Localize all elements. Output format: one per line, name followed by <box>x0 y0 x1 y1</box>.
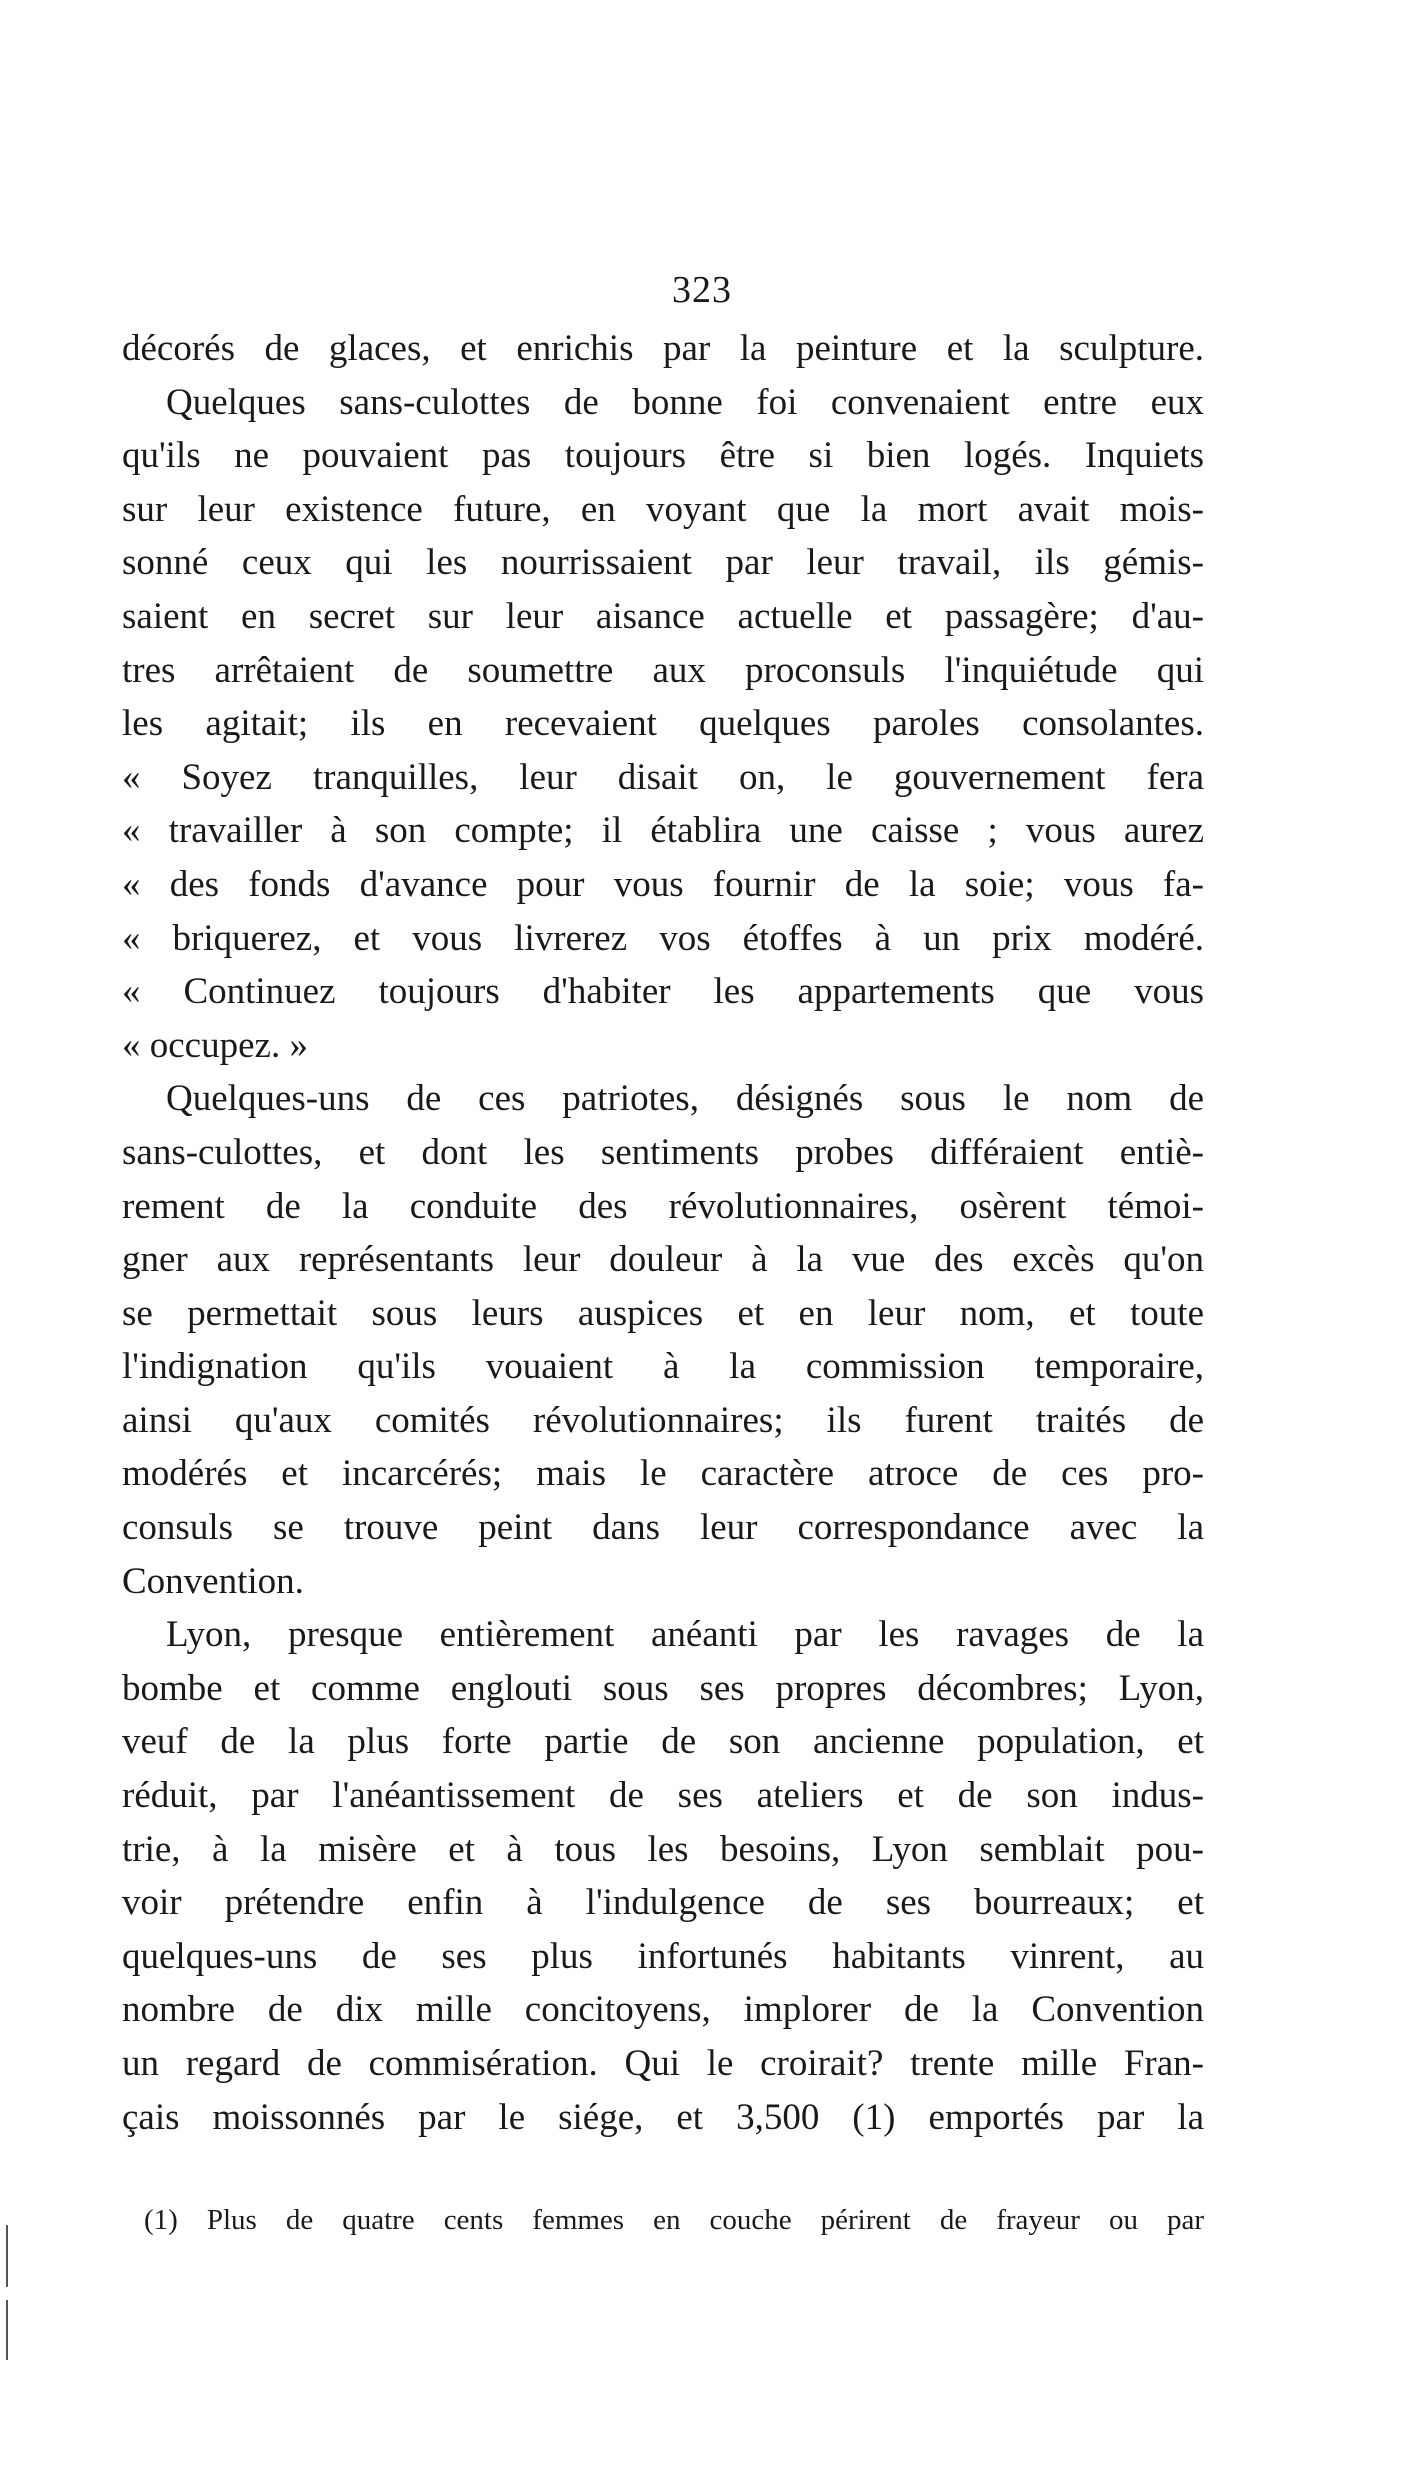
text-line: décorés de glaces, et enrichis par la peinture et la sculpture. <box>122 328 1204 369</box>
text-line: « travailler à son compte; il établira une caisse ; vous aurez <box>122 810 1204 852</box>
text-line: çais moissonnés par le siége, et 3,500 (1) emportés par la <box>122 2096 1204 2138</box>
text-line: réduit, par l'anéantissement de ses ateliers et de son indus- <box>122 1775 1204 1817</box>
text-line: sonné ceux qui les nourrissaient par leur travail, ils gémis- <box>122 542 1204 584</box>
text-line: veuf de la plus forte partie de son ancienne population, et <box>122 1721 1204 1763</box>
text-line: gner aux représentants leur douleur à la vue des excès qu'on <box>122 1239 1204 1281</box>
text-line: quelques-uns de ses plus infortunés habitants vinrent, au <box>122 1935 1204 1977</box>
body-text <box>122 322 1204 2144</box>
text-line: Quelques-uns de ces patriotes, désignés sous le nom de <box>166 1078 1204 1120</box>
text-line: sur leur existence future, en voyant que la mort avait mois- <box>122 488 1204 530</box>
text-line: sans-culottes, et dont les sentiments probes différaient entiè- <box>122 1131 1204 1173</box>
text-line: qu'ils ne pouvaient pas toujours être si bien logés. Inquiets <box>122 435 1204 477</box>
text-line: « des fonds d'avance pour vous fournir de la soie; vous fa- <box>122 863 1204 905</box>
text-line: un regard de commisération. Qui le croirait? trente mille Fran- <box>122 2043 1204 2084</box>
text-line: bombe et comme englouti sous ses propres décombres; Lyon, <box>122 1667 1204 1709</box>
text-line: tres arrêtaient de soumettre aux proconsuls l'inquiétude qui <box>122 649 1204 691</box>
text-line: saient en secret sur leur aisance actuelle et passagère; d'au- <box>122 595 1204 637</box>
text-line: ainsi qu'aux comités révolutionnaires; ils furent traités de <box>122 1399 1204 1441</box>
text-line: nombre de dix mille concitoyens, implorer de la Convention <box>122 1989 1204 2031</box>
text-line: rement de la conduite des révolutionnaires, osèrent témoi- <box>122 1185 1204 1227</box>
text-line: modérés et incarcérés; mais le caractère atroce de ces pro- <box>122 1453 1204 1495</box>
margin-scan-mark <box>6 2225 8 2287</box>
text-line: Lyon, presque entièrement anéanti par les ravages de la <box>166 1614 1204 1656</box>
page-number: 323 <box>672 269 732 311</box>
text-line: se permettait sous leurs auspices et en leur nom, et toute <box>122 1292 1204 1334</box>
text-line: voir prétendre enfin à l'indulgence de ses bourreaux; et <box>122 1882 1204 1924</box>
text-line: « Soyez tranquilles, leur disait on, le gouvernement fera <box>122 756 1204 798</box>
text-line: Convention. <box>122 1560 304 1602</box>
text-line: « briquerez, et vous livrerez vos étoffes à un prix modéré. <box>122 917 1204 959</box>
text-line: « Continuez toujours d'habiter les appartements que vous <box>122 971 1204 1013</box>
text-line: « occupez. » <box>122 1024 308 1066</box>
text-line: l'indignation qu'ils vouaient à la commission temporaire, <box>122 1346 1204 1388</box>
text-line: trie, à la misère et à tous les besoins, Lyon semblait pou- <box>122 1828 1204 1870</box>
text-line: Quelques sans-culottes de bonne foi convenaient entre eux <box>166 381 1204 423</box>
text-line: les agitait; ils en recevaient quelques paroles consolantes. <box>122 703 1204 745</box>
footnote: (1) Plus de quatre cents femmes en couche périrent de frayeur ou par <box>144 2204 1204 2236</box>
text-line: consuls se trouve peint dans leur correspondance avec la <box>122 1507 1204 1549</box>
margin-scan-mark <box>6 2300 8 2360</box>
